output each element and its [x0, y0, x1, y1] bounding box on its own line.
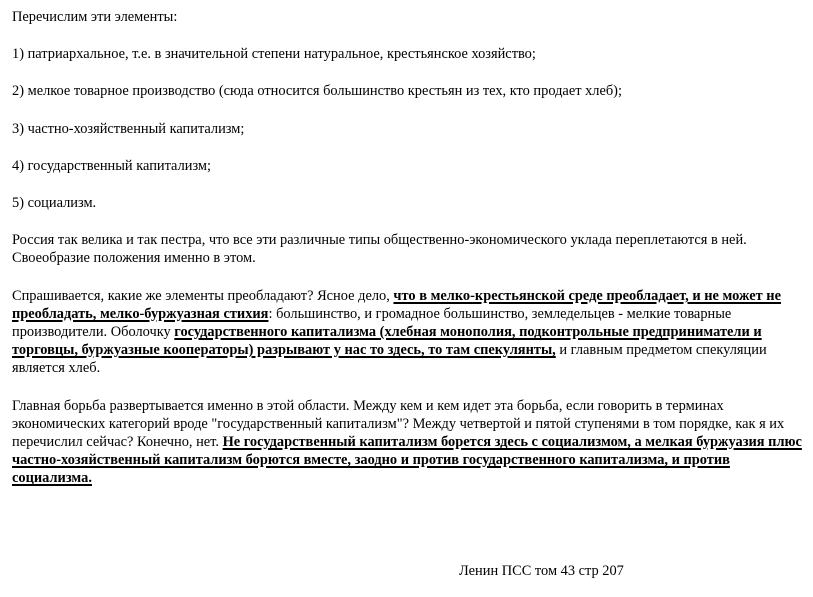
intro-line: Перечислим эти элементы:	[12, 9, 178, 25]
paragraph-struggle	[12, 397, 807, 488]
paragraph-gap	[12, 138, 807, 157]
list-item-4: 4) государственный капитализм;	[12, 157, 212, 174]
paragraph-russia: Россия так велика и так пестра, что все эти различные типы общественно-экономического уклада переплетаются в ней. Своеобразие положения именно в этом.	[12, 232, 747, 267]
document-body	[12, 8, 807, 488]
list-item-5: 5) социализм.	[12, 195, 97, 212]
paragraph-elements	[12, 287, 807, 378]
emphasized-text: Не государственный капитализм борется здесь с социализмом, а мелкая буржуазия плюс частно-хозяйственный капитализм борются вместе, заодно и против государственного капитализма, и против социализма.	[12, 434, 802, 487]
plain-text: Главная борьба развертывается именно в этой области. Между кем и кем идет эта борьба, если говорить в терминах экономических категорий вроде "государственный капитализм"? Между четвертой и пятой ступенями в том порядке, как я их перечислил сейчас? Конечно, нет.	[12, 397, 785, 451]
emphasized-text: государственного капитализма (хлебная монополия, подконтрольные предприниматели и торговцы, буржуазные кооператоры) разрывают у нас то здесь, то там спекулянты,	[12, 324, 762, 359]
list-item-1: 1) патриархальное, т.е. в значительной степени натуральное, крестьянское хозяйство;	[12, 46, 536, 63]
paragraph-gap	[12, 175, 807, 194]
plain-text: : большинство, и громадное большинство, земледельцев - мелкие товарные производители. Оболочку	[12, 305, 732, 341]
plain-text: и главным предметом спекуляции является хлеб.	[12, 342, 767, 377]
list-item-2: 2) мелкое товарное производство (сюда относится большинство крестьян из тех, кто продает хлеб);	[12, 83, 622, 100]
paragraph-gap	[12, 26, 807, 45]
list-item-3: 3) частно-хозяйственный капитализм;	[12, 120, 245, 137]
paragraph-gap	[12, 63, 807, 82]
paragraph-gap	[12, 378, 807, 397]
source-citation: Ленин ПСС том 43 стр 207	[459, 563, 624, 579]
paragraph-gap	[12, 101, 807, 120]
paragraph-gap	[12, 212, 807, 231]
plain-text: Спрашивается, какие же элементы преобладают? Ясное дело,	[12, 287, 394, 304]
emphasized-text: что в мелко-крестьянской среде преобладает, и не может не преобладать, мелко-буржуазная стихия	[12, 287, 781, 322]
paragraph-gap	[12, 268, 807, 287]
